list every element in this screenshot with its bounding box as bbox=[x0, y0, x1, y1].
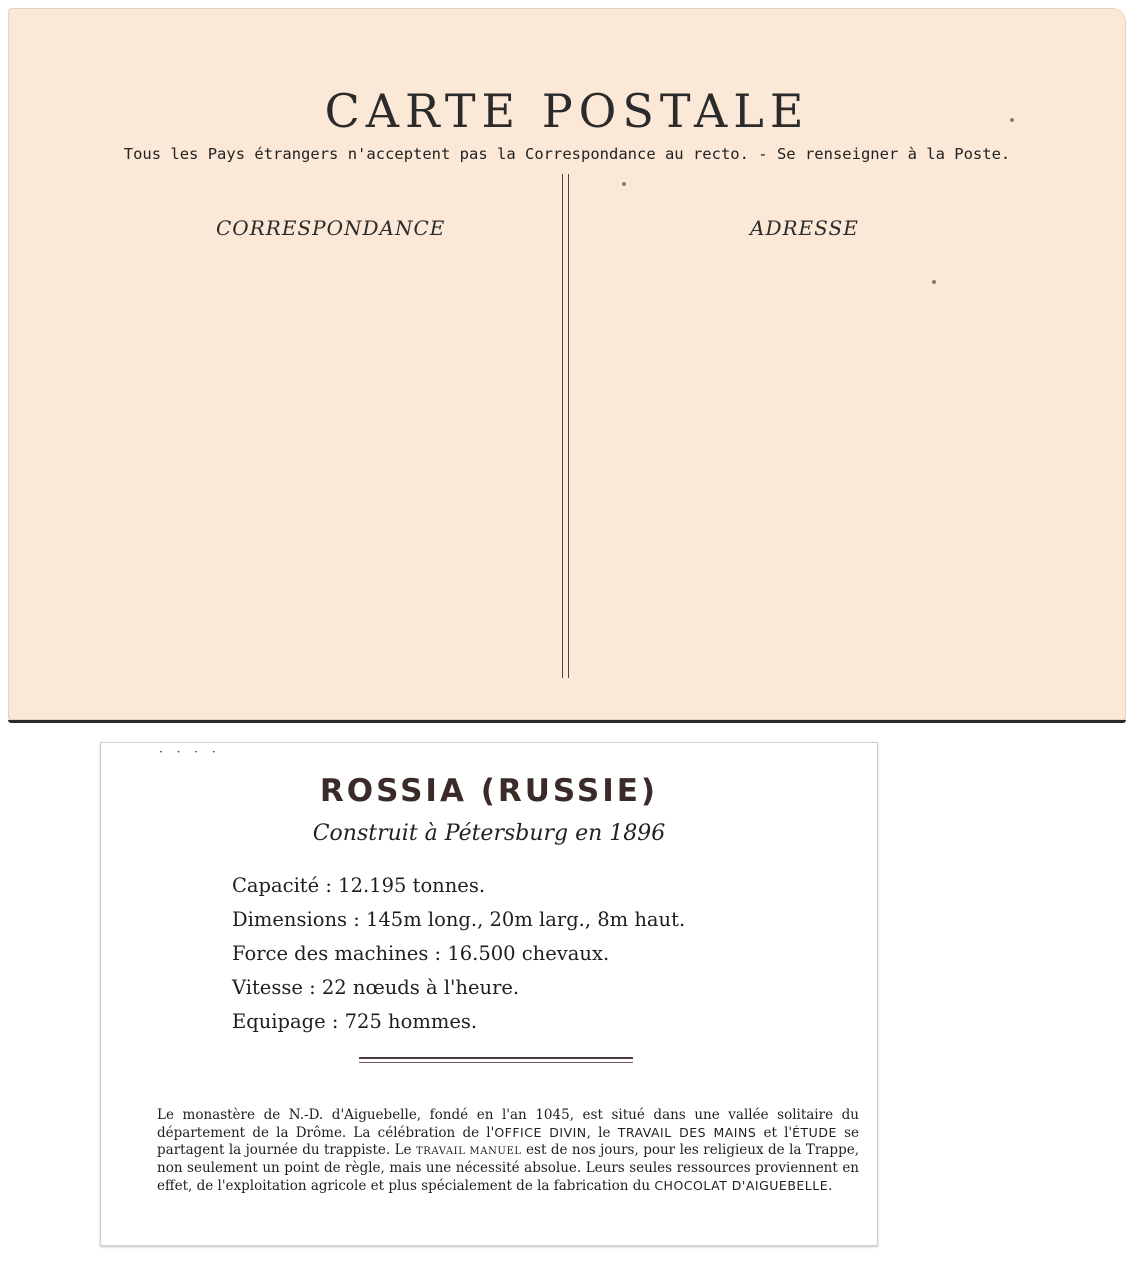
paragraph-text: . bbox=[828, 1177, 833, 1194]
spec-label: Dimensions : bbox=[232, 908, 360, 931]
paragraph-text: Le monastère de N.-D. d'Aiguebelle, fondé en l'an 1045, est situé dans une vallée solitaire du département de la Drôme. La célébration de l' bbox=[157, 1106, 859, 1141]
spec-label: Capacité : bbox=[232, 874, 332, 897]
spec-value: 16.500 chevaux. bbox=[447, 942, 610, 965]
spec-dimensions bbox=[232, 903, 685, 937]
spec-force bbox=[232, 937, 685, 971]
spec-value: 725 hommes. bbox=[344, 1010, 478, 1033]
ship-subtitle: Construit à Pétersburg en 1896 bbox=[312, 821, 666, 846]
postcard-title: CARTE POSTALE bbox=[324, 84, 810, 138]
paragraph-emphasis: ÉTUDE bbox=[792, 1124, 837, 1140]
spec-label: Vitesse : bbox=[232, 976, 316, 999]
paragraph-emphasis: OFFICE DIVIN bbox=[494, 1124, 587, 1140]
spec-capacite bbox=[232, 869, 685, 903]
paragraph-text: se partagent la journée du trappiste. Le bbox=[157, 1124, 859, 1158]
decorative-double-rule bbox=[359, 1057, 633, 1063]
paragraph-emphasis: TRAVAIL DES MAINS bbox=[617, 1124, 757, 1140]
paper-speck bbox=[622, 182, 626, 186]
paragraph-emphasis: CHOCOLAT D'AIGUEBELLE bbox=[654, 1177, 829, 1193]
spec-value: 145m long., 20m larg., 8m haut. bbox=[365, 908, 686, 931]
paragraph-text: et l' bbox=[756, 1124, 793, 1141]
monastery-paragraph bbox=[157, 1107, 859, 1195]
paper-speck bbox=[1010, 118, 1014, 122]
spec-value: 12.195 tonnes. bbox=[338, 874, 486, 897]
ship-specs-list bbox=[232, 869, 685, 1039]
adresse-heading: ADRESSE bbox=[750, 216, 859, 240]
postcard-back bbox=[8, 8, 1126, 720]
paragraph-emphasis: TRAVAIL MANUEL bbox=[416, 1145, 522, 1157]
postcard-divider bbox=[562, 174, 569, 678]
spec-label: Force des machines : bbox=[232, 942, 442, 965]
paper-speck bbox=[932, 280, 936, 284]
ship-title: ROSSIA (RUSSIE) bbox=[319, 773, 659, 809]
spec-label: Equipage : bbox=[232, 1010, 339, 1033]
spec-equipage bbox=[232, 1005, 685, 1039]
postcard-notice: Tous les Pays étrangers n'acceptent pas la Correspondance au recto. - Se renseigner à la Poste. bbox=[123, 145, 1011, 163]
spec-value: 22 nœuds à l'heure. bbox=[321, 976, 520, 999]
paragraph-text: est de nos jours, pour les religieux de la Trappe, non seulement un point de règle, mais une nécessité absolue. Leurs seules ressources proviennent en effet, de l'exploitation agricole et plus spécialement de la fabrication du bbox=[157, 1141, 860, 1194]
print-dots: · · · · bbox=[159, 745, 221, 759]
correspondance-heading: CORRESPONDANCE bbox=[216, 216, 446, 240]
paragraph-text: , le bbox=[586, 1124, 618, 1141]
postcard-bottom-edge bbox=[8, 720, 1126, 723]
trade-card bbox=[100, 742, 878, 1246]
spec-vitesse bbox=[232, 971, 685, 1005]
